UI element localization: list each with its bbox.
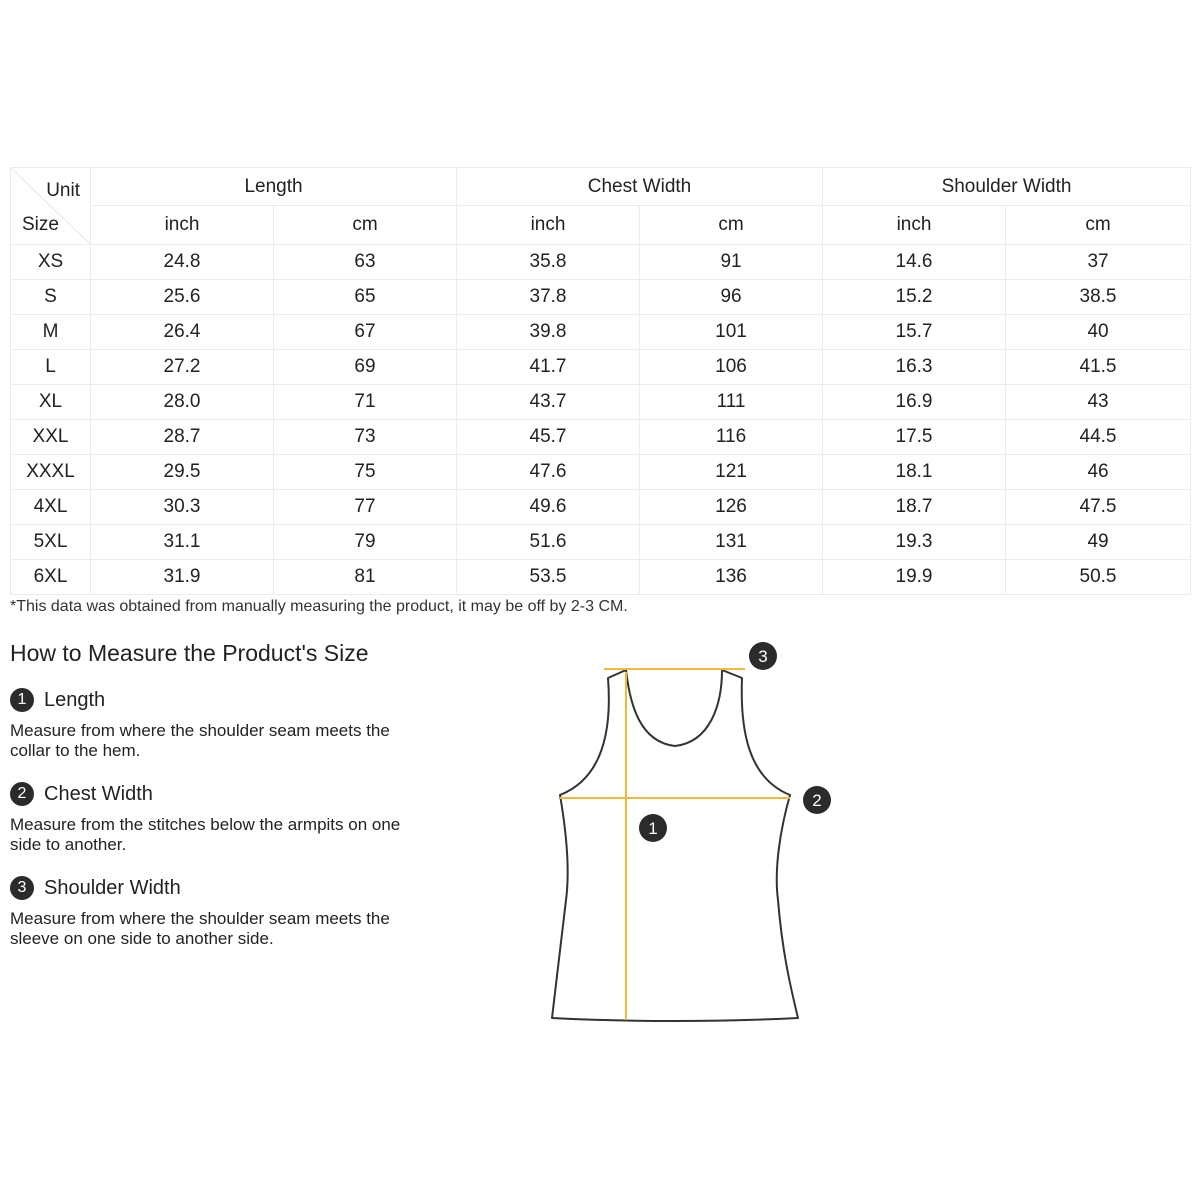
unit-header: cm bbox=[1006, 206, 1191, 245]
step-chest-width bbox=[10, 781, 430, 855]
measurement-cell: 106 bbox=[640, 350, 823, 385]
step-title: Shoulder Width bbox=[44, 876, 181, 899]
measurement-cell: 43 bbox=[1006, 385, 1191, 420]
group-header-shoulder-width: Shoulder Width bbox=[823, 168, 1191, 206]
step-number-badge: 2 bbox=[10, 782, 34, 806]
measurement-cell: 131 bbox=[640, 525, 823, 560]
measurement-cell: 40 bbox=[1006, 315, 1191, 350]
measurement-cell: 79 bbox=[274, 525, 457, 560]
measurement-cell: 96 bbox=[640, 280, 823, 315]
unit-header: cm bbox=[274, 206, 457, 245]
measurement-cell: 65 bbox=[274, 280, 457, 315]
measurement-cell: 49 bbox=[1006, 525, 1191, 560]
measurement-cell: 25.6 bbox=[91, 280, 274, 315]
measurement-cell: 37 bbox=[1006, 245, 1191, 280]
step-title: Length bbox=[44, 688, 106, 711]
step-number-badge: 3 bbox=[10, 876, 34, 900]
measurement-cell: 18.7 bbox=[823, 490, 1006, 525]
measurement-cell: 121 bbox=[640, 455, 823, 490]
table-row bbox=[11, 490, 1191, 525]
measurement-cell: 75 bbox=[274, 455, 457, 490]
size-label-cell: 4XL bbox=[11, 490, 91, 525]
measurement-disclaimer: *This data was obtained from manually measuring the product, it may be off by 2-3 CM. bbox=[10, 598, 628, 615]
unit-header: cm bbox=[640, 206, 823, 245]
measurement-cell: 71 bbox=[274, 385, 457, 420]
table-row bbox=[11, 420, 1191, 455]
measurement-cell: 30.3 bbox=[91, 490, 274, 525]
svg-text:1: 1 bbox=[648, 819, 658, 838]
measurement-cell: 27.2 bbox=[91, 350, 274, 385]
measurement-cell: 81 bbox=[274, 560, 457, 595]
howto-title: How to Measure the Product's Size bbox=[10, 640, 369, 666]
measurement-cell: 136 bbox=[640, 560, 823, 595]
measurement-cell: 91 bbox=[640, 245, 823, 280]
marker-3 bbox=[749, 642, 777, 670]
size-label-cell: XL bbox=[11, 385, 91, 420]
size-label-cell: 6XL bbox=[11, 560, 91, 595]
table-row bbox=[11, 385, 1191, 420]
measurement-cell: 14.6 bbox=[823, 245, 1006, 280]
unit-header: inch bbox=[823, 206, 1006, 245]
size-label-cell: S bbox=[11, 280, 91, 315]
measurement-cell: 28.0 bbox=[91, 385, 274, 420]
measurement-cell: 15.2 bbox=[823, 280, 1006, 315]
measurement-cell: 41.5 bbox=[1006, 350, 1191, 385]
unit-header: inch bbox=[457, 206, 640, 245]
measurement-cell: 111 bbox=[640, 385, 823, 420]
tank-top-outline bbox=[552, 670, 798, 1021]
measurement-cell: 67 bbox=[274, 315, 457, 350]
step-shoulder-width bbox=[10, 875, 430, 949]
tank-top-measurement-figure bbox=[540, 630, 840, 1040]
measurement-cell: 15.7 bbox=[823, 315, 1006, 350]
size-label-cell: M bbox=[11, 315, 91, 350]
measurement-cell: 63 bbox=[274, 245, 457, 280]
size-chart-table bbox=[10, 167, 1191, 595]
table-row bbox=[11, 350, 1191, 385]
group-header-chest-width: Chest Width bbox=[457, 168, 823, 206]
size-label-cell: XXXL bbox=[11, 455, 91, 490]
table-row bbox=[11, 560, 1191, 595]
measurement-cell: 16.9 bbox=[823, 385, 1006, 420]
corner-unit-label: Unit bbox=[46, 180, 80, 201]
measurement-cell: 31.9 bbox=[91, 560, 274, 595]
table-row bbox=[11, 245, 1191, 280]
step-number-badge: 1 bbox=[10, 688, 34, 712]
step-description: Measure from where the shoulder seam meets the collar to the hem. bbox=[10, 721, 390, 760]
measurement-cell: 47.6 bbox=[457, 455, 640, 490]
unit-header: inch bbox=[91, 206, 274, 245]
measurement-cell: 35.8 bbox=[457, 245, 640, 280]
measurement-cell: 37.8 bbox=[457, 280, 640, 315]
measurement-cell: 45.7 bbox=[457, 420, 640, 455]
measurement-cell: 17.5 bbox=[823, 420, 1006, 455]
measurement-cell: 69 bbox=[274, 350, 457, 385]
marker-2 bbox=[803, 786, 831, 814]
step-description: Measure from where the shoulder seam meets the sleeve on one side to another side. bbox=[10, 909, 390, 948]
step-length bbox=[10, 687, 430, 761]
measurement-cell: 44.5 bbox=[1006, 420, 1191, 455]
table-corner-cell bbox=[11, 168, 91, 245]
table-row bbox=[11, 455, 1191, 490]
measurement-cell: 126 bbox=[640, 490, 823, 525]
measurement-cell: 24.8 bbox=[91, 245, 274, 280]
size-label-cell: XXL bbox=[11, 420, 91, 455]
measurement-cell: 19.3 bbox=[823, 525, 1006, 560]
measurement-cell: 39.8 bbox=[457, 315, 640, 350]
measurement-cell: 116 bbox=[640, 420, 823, 455]
table-row bbox=[11, 525, 1191, 560]
size-label-cell: XS bbox=[11, 245, 91, 280]
measurement-cell: 101 bbox=[640, 315, 823, 350]
measurement-cell: 77 bbox=[274, 490, 457, 525]
measurement-cell: 51.6 bbox=[457, 525, 640, 560]
tank-top-diagram bbox=[540, 630, 840, 1040]
measurement-cell: 38.5 bbox=[1006, 280, 1191, 315]
measurement-cell: 47.5 bbox=[1006, 490, 1191, 525]
svg-text:2: 2 bbox=[812, 791, 822, 810]
table-row bbox=[11, 315, 1191, 350]
measurement-cell: 19.9 bbox=[823, 560, 1006, 595]
marker-1 bbox=[639, 814, 667, 842]
measurement-cell: 41.7 bbox=[457, 350, 640, 385]
measurement-cell: 43.7 bbox=[457, 385, 640, 420]
group-header-length: Length bbox=[91, 168, 457, 206]
size-label-cell: L bbox=[11, 350, 91, 385]
measurement-cell: 49.6 bbox=[457, 490, 640, 525]
measurement-cell: 73 bbox=[274, 420, 457, 455]
svg-text:3: 3 bbox=[758, 647, 768, 666]
corner-size-label: Size bbox=[22, 214, 59, 235]
measurement-cell: 53.5 bbox=[457, 560, 640, 595]
step-description: Measure from the stitches below the armpits on one side to another. bbox=[10, 815, 401, 854]
table-row bbox=[11, 280, 1191, 315]
measurement-cell: 16.3 bbox=[823, 350, 1006, 385]
size-label-cell: 5XL bbox=[11, 525, 91, 560]
measurement-cell: 26.4 bbox=[91, 315, 274, 350]
measurement-cell: 18.1 bbox=[823, 455, 1006, 490]
measurement-cell: 50.5 bbox=[1006, 560, 1191, 595]
measurement-cell: 28.7 bbox=[91, 420, 274, 455]
step-title: Chest Width bbox=[44, 782, 153, 805]
measurement-cell: 29.5 bbox=[91, 455, 274, 490]
measurement-cell: 46 bbox=[1006, 455, 1191, 490]
measurement-cell: 31.1 bbox=[91, 525, 274, 560]
